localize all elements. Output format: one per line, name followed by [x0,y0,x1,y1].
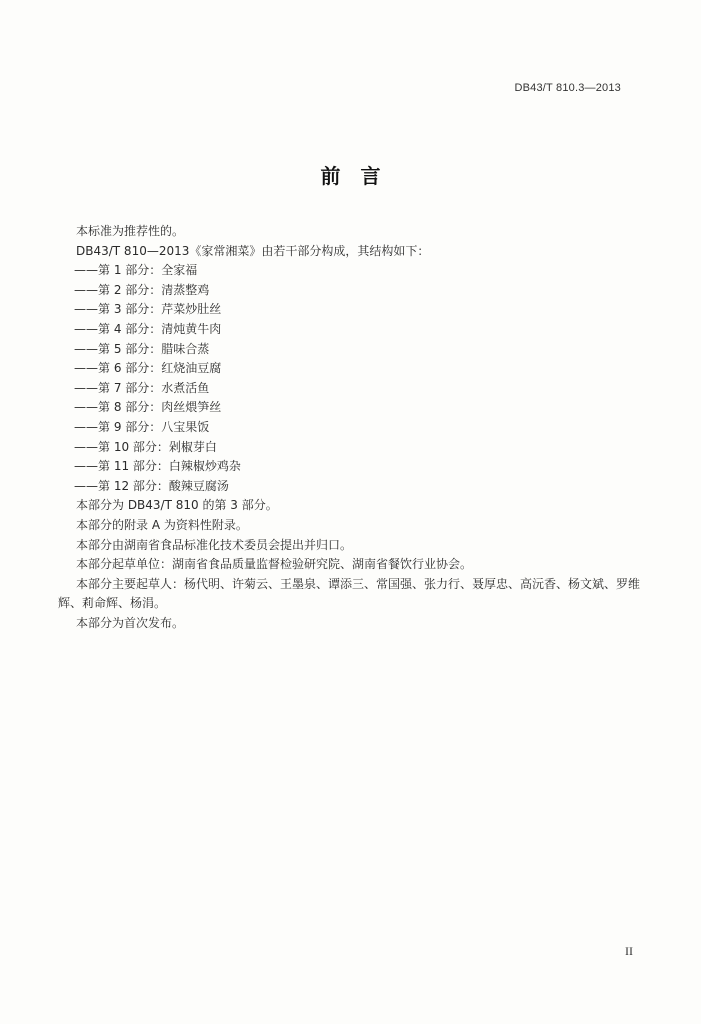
list-item: ——第 7 部分：水煮活鱼 [74,380,210,395]
statement-drafters: 本部分主要起草人：杨代明、许菊云、王墨泉、谭添三、常国强、张力行、聂厚忠、高沅香、杨文斌、罗维辉、莉命辉、杨涓。 [58,576,641,611]
list-item: ——第 4 部分：清炖黄牛肉 [74,321,222,336]
statement-part-number: 本部分为 DB43/T 810 的第 3 部分。 [76,498,278,513]
list-item: ——第 8 部分：肉丝煨笋丝 [74,400,222,415]
list-item: ——第 6 部分：红烧油豆腐 [74,361,222,376]
intro-line-1: 本标准为推荐性的。 [76,224,185,238]
list-item: ——第 9 部分：八宝果饭 [74,419,210,434]
list-item: ——第 1 部分：全家福 [74,263,198,278]
list-item: ——第 12 部分：酸辣豆腐汤 [74,478,229,493]
intro-line-2: DB43/T 810—2013《家常湘菜》由若干部分构成，其结构如下： [76,243,430,258]
standard-code: DB43/T 810.3—2013 [514,82,621,94]
foreword-body [58,222,643,633]
list-item: ——第 2 部分：清蒸整鸡 [74,282,210,297]
statement-appendix: 本部分的附录 A 为资料性附录。 [76,517,248,532]
statement-first-release: 本部分为首次发布。 [76,615,185,630]
list-item: ——第 11 部分：白辣椒炒鸡杂 [74,459,241,474]
list-item: ——第 5 部分：腊味合蒸 [74,341,210,356]
list-item: ——第 10 部分：剁椒芽白 [74,439,217,454]
statement-proposer: 本部分由湖南省食品标准化技术委员会提出并归口。 [76,537,353,552]
statement-drafting-units: 本部分起草单位：湖南省食品质量监督检验研究院、湖南省餐饮行业协会。 [76,557,473,572]
page-title: 前 言 [320,164,381,188]
page-number: II [625,944,633,958]
list-item: ——第 3 部分：芹菜炒肚丝 [74,302,222,317]
